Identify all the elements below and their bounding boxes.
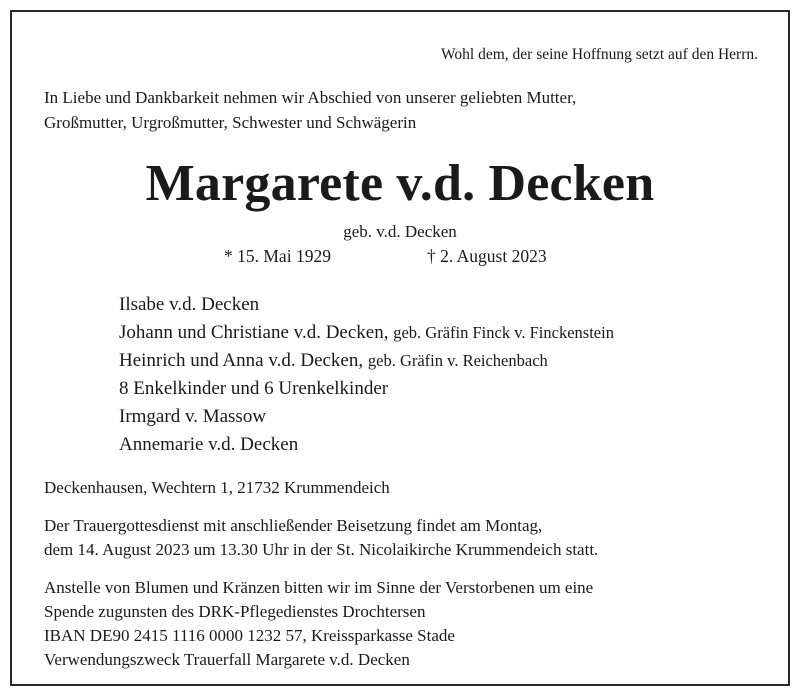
birth-name: geb. v.d. Decken — [343, 222, 457, 241]
mourner-line — [119, 378, 388, 400]
service-line-2: dem 14. August 2023 um 13.30 Uhr in der St. Nicolaikirche Krummendeich statt. — [44, 540, 599, 559]
death-date: † 2. August 2023 — [427, 246, 547, 266]
donation-line-2: Spende zugunsten des DRK-Pflegedienstes Drochtersen — [44, 602, 426, 621]
donation-line-1: Anstelle von Blumen und Kränzen bitten wir im Sinne der Verstorbenen um eine — [44, 578, 594, 597]
service-line-1: Der Trauergottesdienst mit anschließender Beisetzung findet am Montag, — [44, 516, 543, 535]
deceased-name: Margarete v.d. Decken — [145, 155, 655, 212]
mourner-name: 8 Enkelkinder und 6 Urenkelkinder — [119, 378, 389, 399]
intro-line-1: In Liebe und Dankbarkeit nehmen wir Abschied von unserer geliebten Mutter, — [44, 88, 577, 107]
obituary-frame — [10, 10, 790, 686]
motto: Wohl dem, der seine Hoffnung setzt auf den Herrn. — [441, 46, 758, 63]
mourner-name: Irmgard v. Massow — [119, 406, 267, 427]
intro-line-2: Großmutter, Urgroßmutter, Schwester und Schwägerin — [44, 113, 417, 132]
mourner-line — [119, 322, 614, 344]
donation-line-4: Verwendungszweck Trauerfall Margarete v.d. Decken — [44, 650, 410, 669]
address: Deckenhausen, Wechtern 1, 21732 Krummendeich — [44, 478, 390, 497]
mourner-name: Annemarie v.d. Decken — [119, 434, 299, 455]
mourner-line — [119, 434, 298, 456]
mourner-name: Johann und Christiane v.d. Decken, — [119, 322, 389, 343]
donation-line-3: IBAN DE90 2415 1116 0000 1232 57, Kreissparkasse Stade — [44, 626, 455, 645]
mourner-line — [119, 350, 548, 372]
mourner-line — [119, 294, 259, 316]
mourner-note: geb. Gräfin Finck v. Finckenstein — [393, 323, 614, 342]
mourner-name: Heinrich und Anna v.d. Decken, — [119, 350, 364, 371]
mourner-line — [119, 406, 266, 428]
birth-date: * 15. Mai 1929 — [224, 246, 331, 266]
mourner-name: Ilsabe v.d. Decken — [119, 294, 260, 315]
mourner-note: geb. Gräfin v. Reichenbach — [367, 351, 548, 370]
